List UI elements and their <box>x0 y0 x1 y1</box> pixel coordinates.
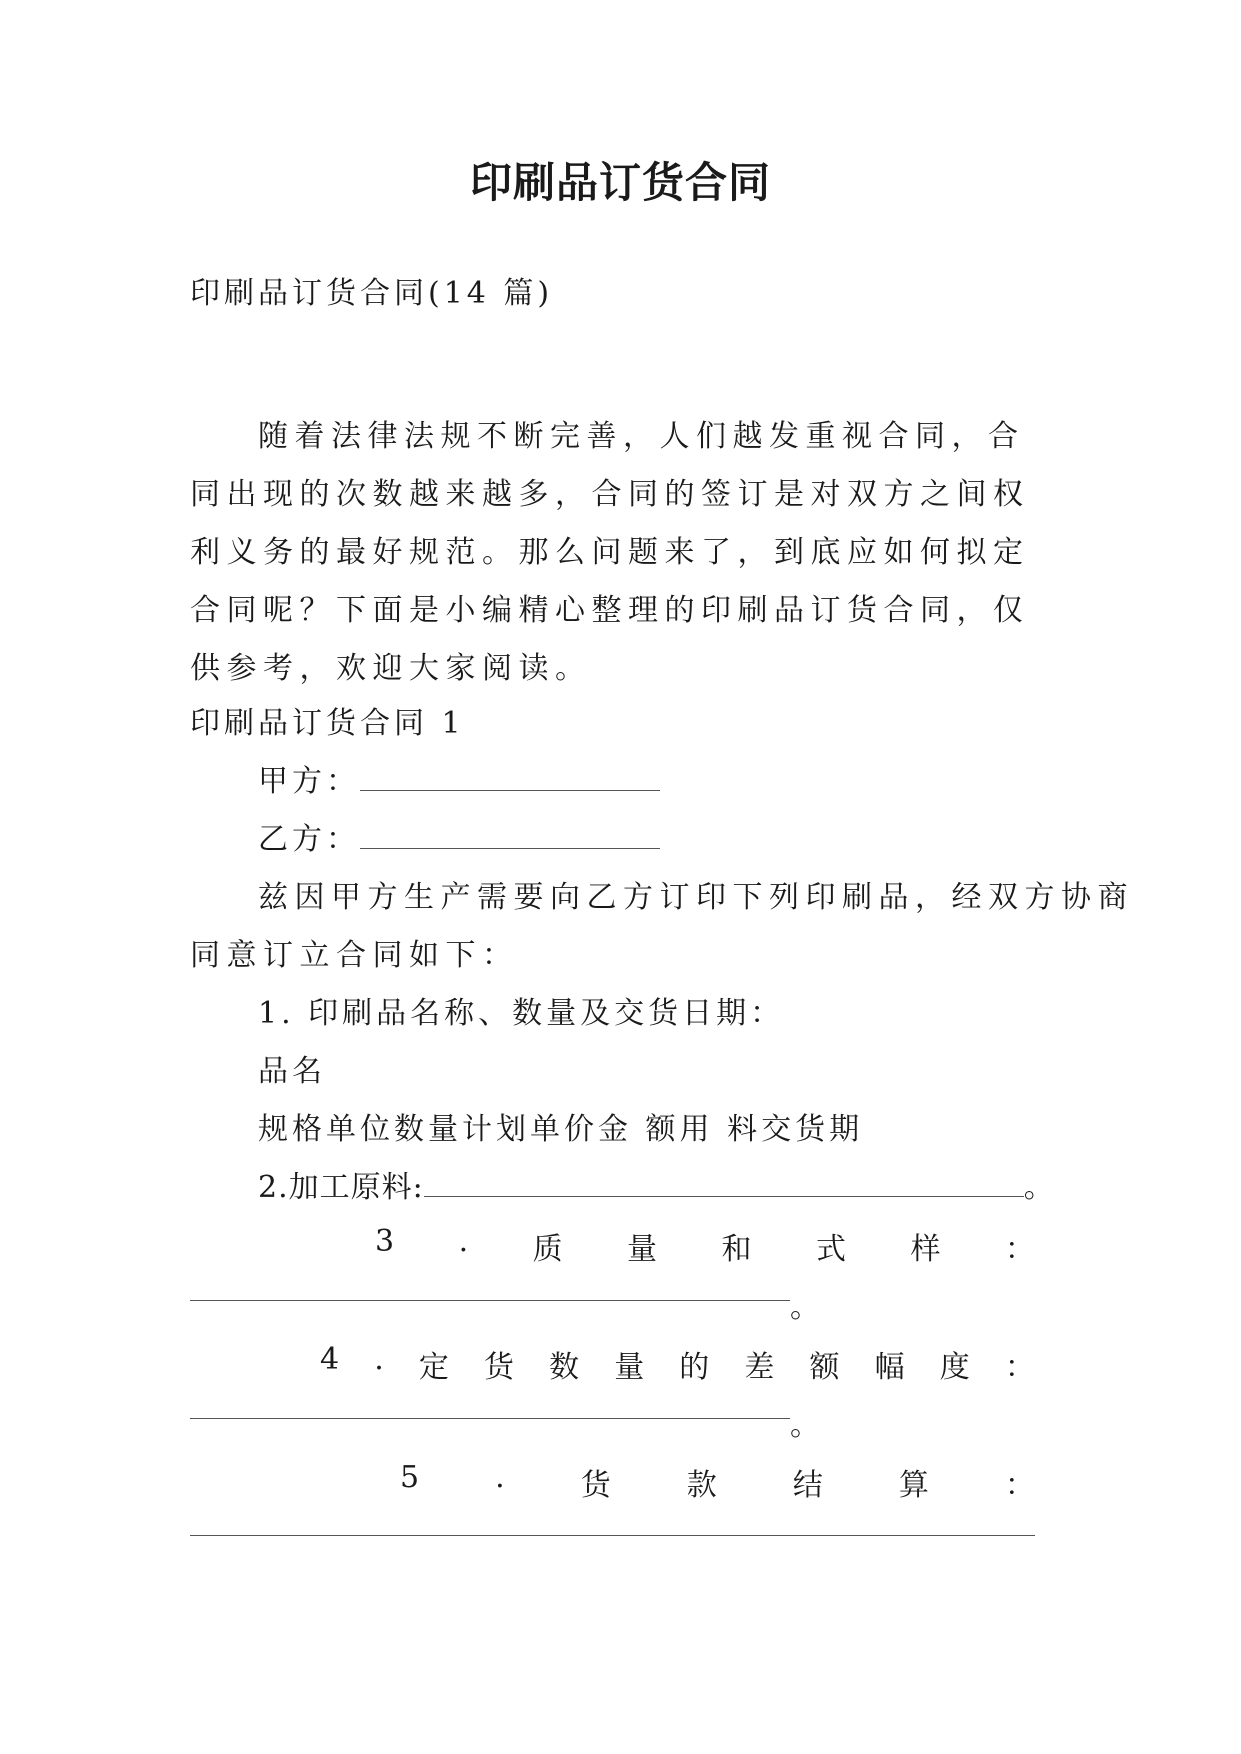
item-4-char: 量 <box>614 1350 645 1385</box>
item-4-char: 4 <box>320 1342 340 1377</box>
item-4-char: 定 <box>418 1350 449 1385</box>
item-5-char: 款 <box>686 1468 717 1503</box>
item-5-char: 算 <box>898 1468 929 1503</box>
item-5-char: . <box>495 1460 505 1495</box>
item-4-char: 差 <box>744 1350 775 1385</box>
item-3-blank <box>190 1300 790 1301</box>
item-4-char: . <box>374 1342 384 1377</box>
party-b-blank <box>360 824 660 849</box>
item-4-char: 数 <box>549 1350 580 1385</box>
item-2-end: 。 <box>1023 1170 1055 1205</box>
section-heading: 印刷品订货合同 1 <box>190 706 465 741</box>
item-5-heading <box>400 1460 1035 1504</box>
document-title: 印刷品订货合同 <box>469 158 771 207</box>
party-a-label: 甲方： <box>258 764 360 799</box>
item-4-char: 的 <box>679 1350 710 1385</box>
item-5-blank <box>190 1535 1035 1536</box>
item-4-char: ： <box>1004 1350 1035 1385</box>
item-2 <box>258 1162 1055 1206</box>
party-b-line <box>258 814 660 858</box>
item-4-char: 度 <box>939 1350 970 1385</box>
item-4-char: 货 <box>483 1350 514 1385</box>
party-b-label: 乙方： <box>258 822 360 857</box>
intro-paragraph: 随着法律法规不断完善，人们越发重视合同，合同出现的次数越来越多，合同的签订是对双方之间权利义务的最好规范。那么问题来了，到底应如何拟定合同呢？下面是小编精心整理的印刷品订货合同，仅供参考，欢迎大家阅读。 <box>190 419 1030 686</box>
product-name: 品名 <box>258 1054 326 1089</box>
item-4-heading <box>320 1342 1035 1386</box>
item-3-heading <box>375 1224 1035 1268</box>
preamble-line-2: 同意订立合同如下： <box>190 938 519 973</box>
item-4-char: 幅 <box>874 1350 905 1385</box>
item-5-char: 结 <box>792 1468 823 1503</box>
item-5-char: 5 <box>400 1460 420 1495</box>
item-5-char: 货 <box>580 1468 611 1503</box>
item-3-char: 3 <box>375 1224 395 1259</box>
item-4-char: 额 <box>809 1350 840 1385</box>
item-4-end: 。 <box>790 1408 824 1443</box>
item-3-char: . <box>458 1224 469 1259</box>
item-3-char: 样 <box>910 1232 941 1267</box>
item-4-blank <box>190 1418 790 1419</box>
item-3-char: 量 <box>627 1232 658 1267</box>
item-1: 1. 印刷品名称、数量及交货日期： <box>258 996 785 1031</box>
item-3-char: 式 <box>815 1232 846 1267</box>
item-3-char: 和 <box>721 1232 752 1267</box>
item-3-char: ： <box>1004 1232 1035 1267</box>
item-3-end: 。 <box>790 1290 824 1325</box>
preamble-line-1: 兹因甲方生产需要向乙方订印下列印刷品，经双方协商 <box>258 880 1134 915</box>
item-2-label: 2.加工原料: <box>258 1170 424 1205</box>
document-subtitle: 印刷品订货合同(14 篇) <box>190 276 554 311</box>
party-a-line <box>258 756 660 800</box>
party-a-blank <box>360 766 660 791</box>
item-3-char: 质 <box>532 1232 563 1267</box>
table-columns: 规格单位数量计划单价金 额用 料交货期 <box>258 1112 864 1147</box>
item-5-char: ： <box>1004 1468 1035 1503</box>
item-2-blank <box>424 1172 1024 1197</box>
